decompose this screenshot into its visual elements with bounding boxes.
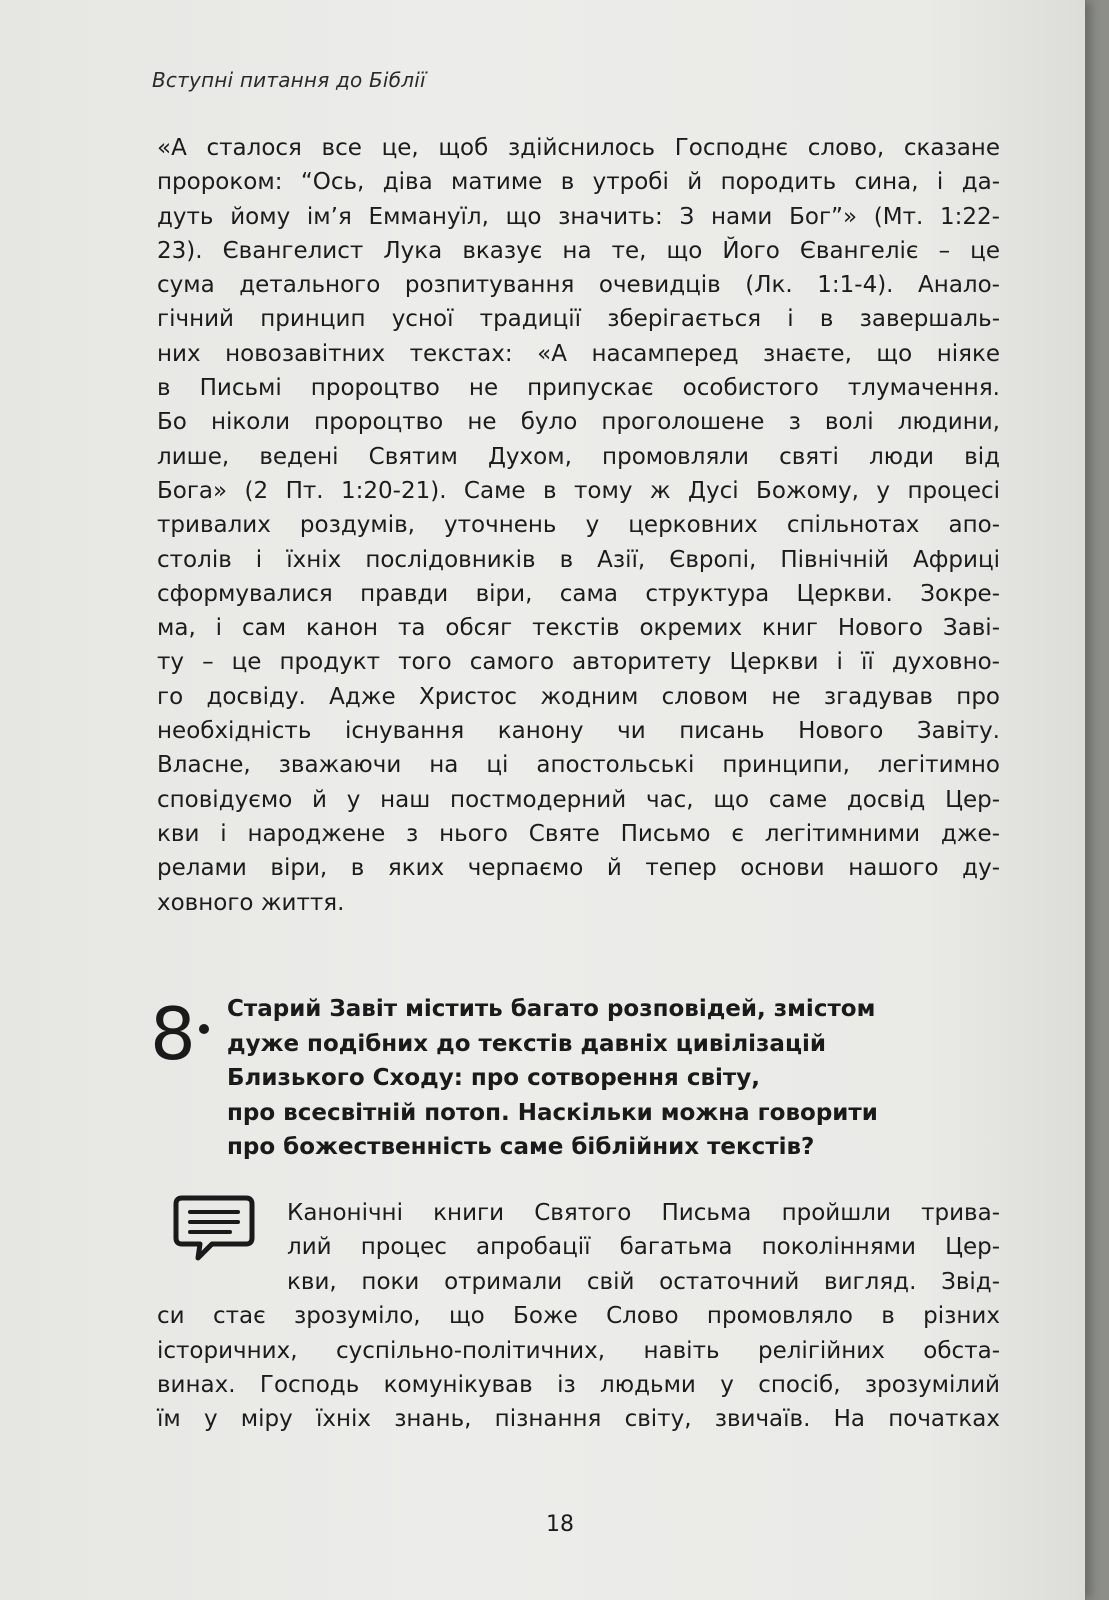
text-line: ту – це продукт того самого авторитету Церкви і її духовно- (157, 649, 1000, 676)
text-line: гічний принцип усної традиції зберігається і в завершаль- (157, 306, 1000, 333)
text-line: необхідність існування канону чи писань Нового Завіту. (157, 718, 1000, 745)
running-head: Вступні питання до Біблії (152, 68, 426, 92)
text-line: сформувалися правди віри, сама структура Церкви. Зокре- (157, 580, 1000, 607)
body-paragraph (157, 131, 1000, 920)
answer-paragraph (157, 1196, 1000, 1437)
text-line: лий процес апробації багатьма поколіннями Цер- (287, 1234, 1000, 1261)
question-line: Старий Завіт містить багато розповідей, змістом (227, 996, 876, 1022)
question-heading (227, 992, 947, 1165)
text-line: сума детального розпитування очевидців (Лк. 1:1-4). Анало- (157, 272, 1000, 299)
text-line: Бога» (2 Пт. 1:20-21). Саме в тому ж Дусі Божому, у процесі (157, 477, 1000, 504)
text-line: тривалих роздумів, уточнень у церковних спільнотах апо- (157, 512, 1000, 539)
text-line: ма, і сам канон та обсяг текстів окремих книг Нового Заві- (157, 615, 1000, 642)
question-line: дуже подібних до текстів давніх цивілізацій (227, 1030, 826, 1057)
text-line: го досвіду. Адже Христос жодним словом не згадував про (157, 683, 1000, 710)
text-line: сповідуємо й у наш постмодерний час, що саме досвід Цер- (157, 786, 1000, 813)
text-line: пророком: “Ось, діва матиме в утробі й породить сина, і да- (157, 169, 1000, 196)
text-line: дуть йому ім’я Еммануїл, що значить: З нами Бог”» (Мт. 1:22- (157, 203, 1000, 230)
text-line: кви і народжене з нього Святе Письмо є легітимними дже- (157, 820, 1000, 847)
text-line: лише, ведені Святим Духом, промовляли святі люди від (157, 443, 1000, 470)
text-line: історичних, суспільно-політичних, навіть релігійних обста- (157, 1337, 1000, 1364)
text-line: Канонічні книги Святого Письма пройшли трива- (287, 1200, 1000, 1226)
question-number: 8 (150, 992, 196, 1076)
text-line: їм у міру їхніх знань, пізнання світу, звичаїв. На початках (157, 1406, 1000, 1433)
text-line: 23). Євангелист Лука вказує на те, що Його Євангеліє – це (157, 237, 1000, 264)
text-line: столів і їхніх послідовників в Азії, Європі, Північній Африці (157, 546, 1000, 573)
text-line: Власне, зважаючи на ці апостольські принципи, легітимно (157, 752, 1000, 779)
text-line: них новозавітних текстах: «А насамперед знаєте, що ніяке (157, 340, 1000, 367)
page-number: 18 (546, 1512, 574, 1537)
text-line: си стає зрозуміло, що Боже Слово промовляло в різних (157, 1303, 1000, 1330)
question-line: про божественність саме біблійних текстів? (227, 1134, 815, 1160)
text-line: «А сталося все це, щоб здійснилось Господнє слово, сказане (157, 135, 1000, 161)
text-line: винах. Господь комунікував із людьми у спосіб, зрозумілий (157, 1372, 1000, 1399)
question-number-dot (199, 1024, 209, 1034)
text-line: кви, поки отримали свій остаточний вигляд. Звід- (287, 1268, 1000, 1295)
text-line: в Письмі пророцтво не припускає особистого тлумачення. (157, 375, 1000, 402)
question-line: Близького Сходу: про сотворення світу, (227, 1065, 760, 1091)
text-line: релами віри, в яких черпаємо й тепер основи нашого ду- (157, 855, 1000, 882)
text-line: ховного життя. (157, 889, 345, 916)
question-line: про всесвітній потоп. Наскільки можна говорити (227, 1099, 878, 1126)
text-line: Бо ніколи пророцтво не було проголошене з волі людини, (157, 409, 1000, 436)
